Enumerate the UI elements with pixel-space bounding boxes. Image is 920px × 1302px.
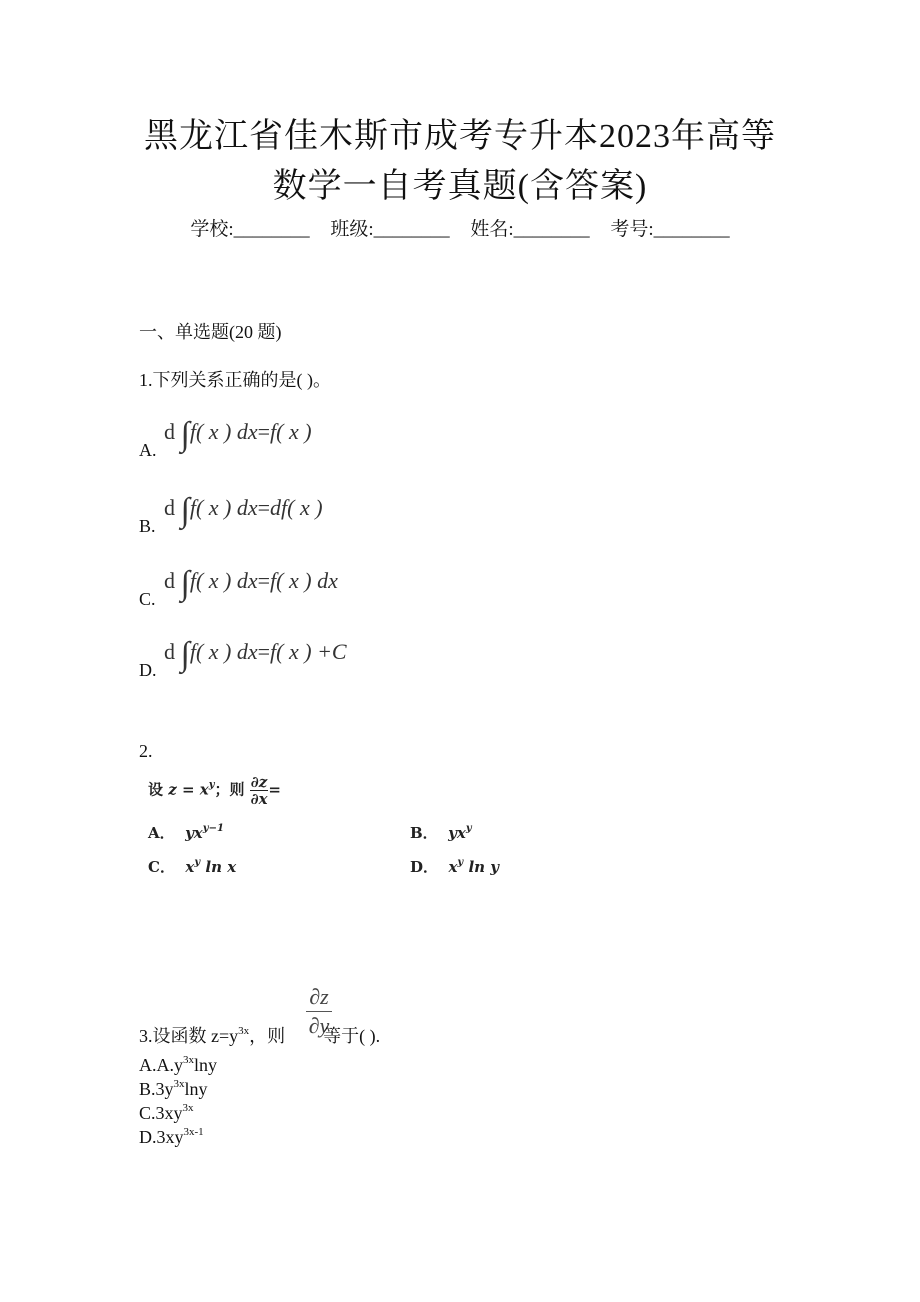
name-field: 姓名:________ <box>470 219 590 240</box>
q3-option-c: $C.3xy^{3x}$ <box>139 1102 194 1123</box>
option-label: B. <box>139 516 156 536</box>
formula: d ∫f( x ) dx=df( x ) <box>164 492 323 529</box>
student-info-line <box>0 214 920 241</box>
q2-option-b: B． $yx^y$ <box>410 823 472 842</box>
formula: d ∫f( x ) dx=f( x ) +C <box>164 636 347 673</box>
q2-number: 2. <box>139 741 153 761</box>
q3-option-d: $D.3xy^{3x-1}$ <box>139 1126 204 1147</box>
q2-option-a: A． $yx^{y-1}$ <box>148 823 224 842</box>
option-label: D. <box>139 660 157 680</box>
school-field: 学校:________ <box>190 219 310 240</box>
formula: d ∫f( x ) dx=f( x ) dx <box>164 565 338 602</box>
formula: d ∫f( x ) dx=f( x ) <box>164 416 312 453</box>
q2-option-d: D． $x^y$ ln y <box>410 857 499 876</box>
q2-stem: 设 $z = x^y$；则 $\frac{\partial z}{\partial x}$ = <box>148 773 281 808</box>
q3-partial-derivative-fraction: ∂z ∂y <box>306 984 332 1039</box>
q2-option-c: C． $x^y$ ln x <box>148 857 237 876</box>
page-title-line1: 黑龙江省佳木斯市成考专升本2023年高等 <box>144 118 776 155</box>
q3-stem: 3.设函数 $z=y^{3x}$，则 等于( ). <box>139 1025 381 1046</box>
q3-option-b: $B.3y^{3x}\ln y$ <box>139 1078 208 1099</box>
partial-derivative-fraction: $\frac{\partial z}{\partial x}$ <box>250 773 268 808</box>
class-field: 班级:________ <box>330 219 450 240</box>
q3-option-a: $A.A.y^{3x}\ln y$ <box>139 1054 218 1075</box>
option-label: C. <box>139 589 156 609</box>
option-label: A. <box>139 440 157 460</box>
exam-number-field: 考号:________ <box>610 219 730 240</box>
section-heading: 一、单选题(20 题) <box>139 322 282 342</box>
page-title-line2: 数学一自考真题(含答案) <box>272 168 648 205</box>
q1-stem: 1.下列关系正确的是( )。 <box>139 370 331 390</box>
